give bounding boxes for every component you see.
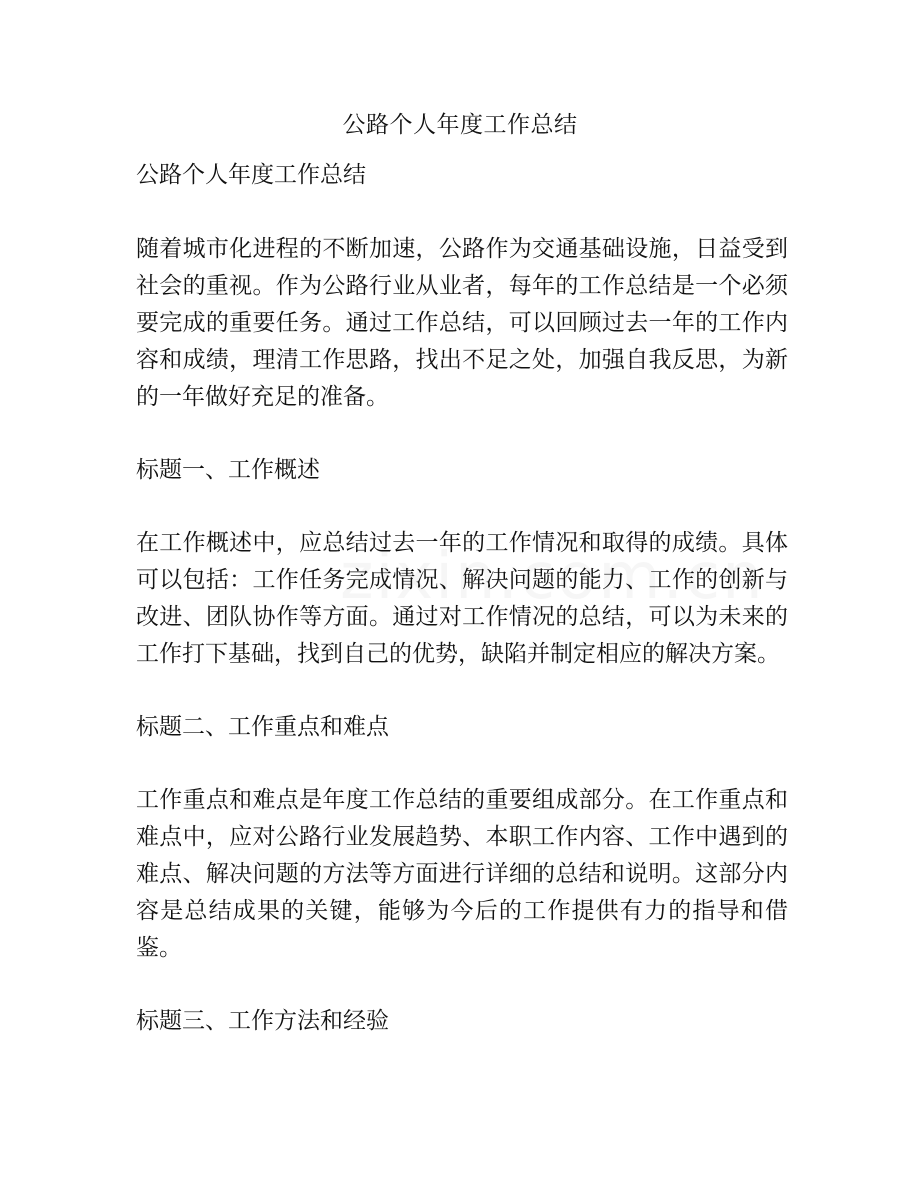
document-body <box>136 157 788 1076</box>
document-title: 公路个人年度工作总结 <box>342 112 578 138</box>
section-heading-1: 标题一、工作概述 <box>136 457 320 483</box>
section-1-paragraph: 在工作概述中，应总结过去一年的工作情况和取得的成绩。具体可以包括：工作任务完成情况、解决问题的能力、工作的创新与改进、团队协作等方面。通过对工作情况的总结，可以为未来的工作打下基础，找到自己的优势，缺陷并制定相应的解决方案。 <box>136 530 788 667</box>
section-2-paragraph: 工作重点和难点是年度工作总结的重要组成部分。在工作重点和难点中，应对公路行业发展趋势、本职工作内容、工作中遇到的难点、解决问题的方法等方面进行详细的总结和说明。这部分内容是总结成果的关键，能够为今后的工作提供有力的指导和借鉴。 <box>136 787 788 961</box>
section-heading-3: 标题三、工作方法和经验 <box>136 1008 389 1034</box>
intro-paragraph: 随着城市化进程的不断加速，公路作为交通基础设施，日益受到社会的重视。作为公路行业从业者，每年的工作总结是一个必须要完成的重要任务。通过工作总结，可以回顾过去一年的工作内容和成绩，理清工作思路，找出不足之处，加强自我反思，为新的一年做好充足的准备。 <box>136 236 788 410</box>
section-heading-2: 标题二、工作重点和难点 <box>136 714 389 740</box>
document-subtitle: 公路个人年度工作总结 <box>136 162 366 188</box>
